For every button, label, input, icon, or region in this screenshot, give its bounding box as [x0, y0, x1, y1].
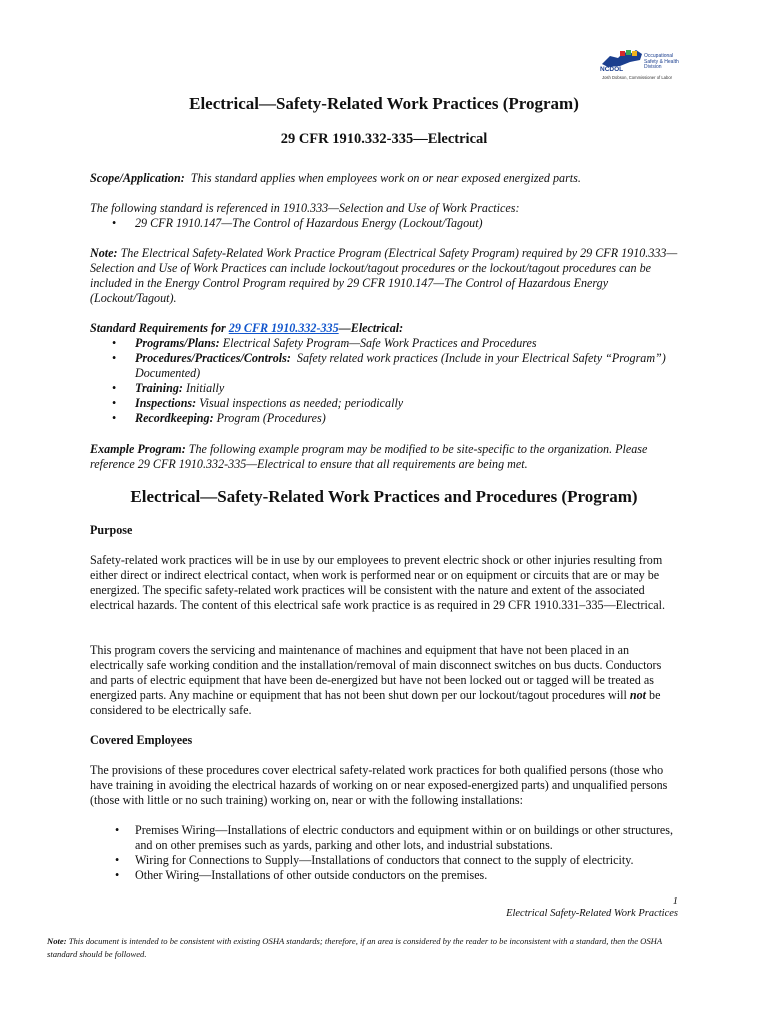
requirement-text: Safety related work practices (Include in your Electrical Safety “Program”) Documented): [135, 351, 666, 380]
reference-item: • 29 CFR 1910.147—The Control of Hazardous Energy (Lockout/Tagout): [90, 216, 680, 231]
requirements-block: [90, 321, 680, 426]
document-title: Electrical—Safety-Related Work Practices (Program): [189, 94, 579, 113]
requirement-text: Initially: [185, 381, 225, 395]
covered-heading: Covered Employees: [90, 733, 193, 747]
requirements-prefix: Standard Requirements for: [90, 321, 226, 335]
purpose-p2-start: This program covers the servicing and maintenance of machines and equipment that have not been placed in an electrically safe working condition and the installation/removal of main disconnect switches on bus ducts. Conductors and parts of electric equipment that have been de-energized but have not been locked out or tagged will be treated as energized parts. Any machine or equipment that has not been shut down per our lockout/tagout procedures will: [90, 643, 662, 702]
ncdol-logo: [600, 48, 680, 78]
requirement-label: Programs/Plans:: [135, 336, 220, 350]
cfr-link[interactable]: 29 CFR 1910.332-335: [228, 321, 339, 335]
requirement-label: Training:: [135, 381, 183, 395]
requirements-suffix: —Electrical:: [338, 321, 404, 335]
logo-division-text: Occupational Safety & Health Division: [644, 53, 679, 70]
requirement-recordkeeping: [90, 411, 680, 426]
logo-commissioner-text: Josh Dobson, Commissioner of Labor: [602, 75, 673, 80]
requirement-label: Inspections:: [135, 396, 197, 410]
purpose-p2-emphasis: not: [629, 688, 646, 702]
document-subtitle: 29 CFR 1910.332-335—Electrical: [280, 131, 488, 147]
requirements-heading: [90, 321, 680, 336]
requirement-text: Visual inspections as needed; periodically: [199, 396, 404, 410]
installation-supply: • Wiring for Connections to Supply—Installations of conductors that connect to the supply of electricity.: [90, 853, 680, 868]
footnote: [47, 935, 687, 961]
requirement-inspections: [90, 396, 680, 411]
footnote-label: Note:: [47, 936, 67, 946]
note-text: The Electrical Safety-Related Work Practice Program (Electrical Safety Program) required by 29 CFR 1910.333—Selection and Use of Work Practices can include lockout/tagout procedures or the lockout/tagout procedures can be included in the Energy Control Program required by 29 CFR 1910.147—The Control of Hazardous Energy (Lockout/Tagout).: [90, 246, 678, 305]
purpose-heading: Purpose: [90, 523, 133, 537]
installations-list: [90, 823, 680, 883]
scope-paragraph: [90, 171, 680, 186]
requirements-list: [90, 336, 680, 426]
reference-intro: The following standard is referenced in 1910.333—Selection and Use of Work Practices:: [90, 201, 520, 215]
installation-other: • Other Wiring—Installations of other outside conductors on the premises.: [90, 868, 680, 883]
requirement-text: Electrical Safety Program—Safe Work Practices and Procedures: [222, 336, 537, 350]
example-text: The following example program may be modified to be site-specific to the organization. Please reference 29 CFR 1910.332-335—Electrical to ensure that all requirements are being met.: [90, 442, 648, 471]
purpose-p2-end: be considered to be electrically safe.: [90, 688, 661, 717]
logo-org-text: NCDOL: [600, 66, 624, 73]
footer-title: Electrical Safety-Related Work Practices: [506, 908, 678, 919]
scope-label: Scope/Application:: [90, 171, 185, 185]
requirement-programs: [90, 336, 680, 351]
covered-paragraph: The provisions of these procedures cover electrical safety-related work practices for both qualified persons (those who have training in avoiding the electrical hazards of working on or near exposed-energized parts) and unqualified persons (those with little or no such training) working on, near or with the following installations:: [90, 763, 668, 807]
program-title: Electrical—Safety-Related Work Practices and Procedures (Program): [130, 487, 638, 506]
example-label: Example Program:: [90, 442, 186, 456]
footnote-text: This document is intended to be consistent with existing OSHA standards; therefore, if an area is considered by the reader to be inconsistent with a standard, then the OSHA standard should be followed.: [47, 936, 662, 959]
requirement-label: Recordkeeping:: [135, 411, 214, 425]
page-number: 1: [672, 896, 678, 907]
requirement-text: Program (Procedures): [216, 411, 326, 425]
purpose-paragraph-2: [90, 643, 680, 718]
note-label: Note:: [90, 246, 118, 260]
scope-text: This standard applies when employees work on or near exposed energized parts.: [190, 171, 581, 185]
requirement-label: Procedures/Practices/Controls:: [135, 351, 291, 365]
installation-premises: • Premises Wiring—Installations of electric conductors and equipment within or on buildings or other structures, and on other premises such as yards, parking and other lots, and industrial substations.: [90, 823, 680, 853]
note-paragraph: [90, 246, 680, 306]
reference-list: [90, 216, 680, 231]
installations-block: [90, 823, 680, 883]
purpose-paragraph-1: Safety-related work practices will be in use by our employees to prevent electric shock or other injuries resulting from either direct or indirect electrical contact, when work is performed near or on equipment or circuits that are or may be energized. The specific safety-related work practices will be consistent with the nature and extent of the associated electrical hazards. The content of this electrical safe work practice is as required in 29 CFR 1910.331–335—Electrical.: [90, 553, 666, 612]
requirement-procedures: [90, 351, 680, 381]
requirement-training: [90, 381, 680, 396]
example-paragraph: [90, 442, 680, 472]
reference-block: [90, 201, 680, 231]
